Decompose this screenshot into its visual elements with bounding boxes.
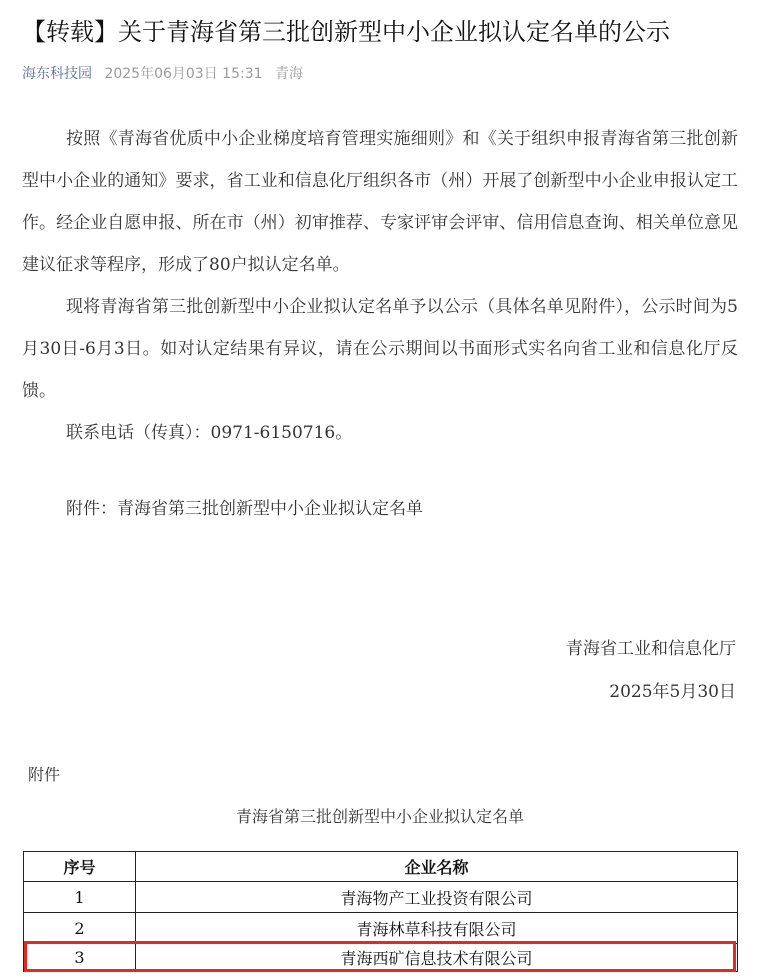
header-company-name: 企业名称 xyxy=(136,852,738,882)
list-title: 青海省第三批创新型中小企业拟认定名单 xyxy=(235,807,524,826)
row-number: 2 xyxy=(24,913,136,944)
row-number: 1 xyxy=(24,882,136,913)
attachment-note: 附件：青海省第三批创新型中小企业拟认定名单 xyxy=(66,499,423,519)
row-company-name: 青海物产工业投资有限公司 xyxy=(136,882,738,913)
table-row-highlighted xyxy=(24,944,738,972)
body-paragraph-2: 现将青海省第三批创新型中小企业拟认定名单予以公示（具体名单见附件），公示时间为5月30日-6月3日。如对认定结果有异议，请在公示期间以书面形式实名向省工业和信息化厅反馈。 xyxy=(22,297,738,401)
article-datetime: 2025年06月03日 15:31 xyxy=(104,66,263,82)
row-company-name: 青海林草科技有限公司 xyxy=(136,913,738,944)
article-title: 【转载】关于青海省第三批创新型中小企业拟认定名单的公示 xyxy=(22,18,670,46)
article-source-link[interactable]: 海东科技园 xyxy=(22,66,92,82)
signature-date: 2025年5月30日 xyxy=(609,682,736,702)
company-table xyxy=(23,851,738,972)
row-number: 3 xyxy=(24,944,136,972)
table-row xyxy=(24,882,738,913)
contact-line: 联系电话（传真）：0971-6150716。 xyxy=(66,423,353,443)
table-header-row xyxy=(24,852,738,882)
table-row xyxy=(24,913,738,944)
header-number: 序号 xyxy=(24,852,136,882)
article-meta xyxy=(22,64,311,84)
article-location: 青海 xyxy=(274,66,303,82)
attachment-label: 附件 xyxy=(28,765,61,784)
signature-org: 青海省工业和信息化厅 xyxy=(566,639,736,659)
body-paragraph-1: 按照《青海省优质中小企业梯度培育管理实施细则》和《关于组织申报青海省第三批创新型中小企业的通知》要求，省工业和信息化厅组织各市（州）开展了创新型中小企业申报认定工作。经企业自愿申报、所在市（州）初审推荐、专家评审会评审、信用信息查询、相关单位意见建议征求等程序，形成了80户拟认定名单。 xyxy=(22,129,738,275)
row-company-name: 青海西矿信息技术有限公司 xyxy=(136,944,738,972)
